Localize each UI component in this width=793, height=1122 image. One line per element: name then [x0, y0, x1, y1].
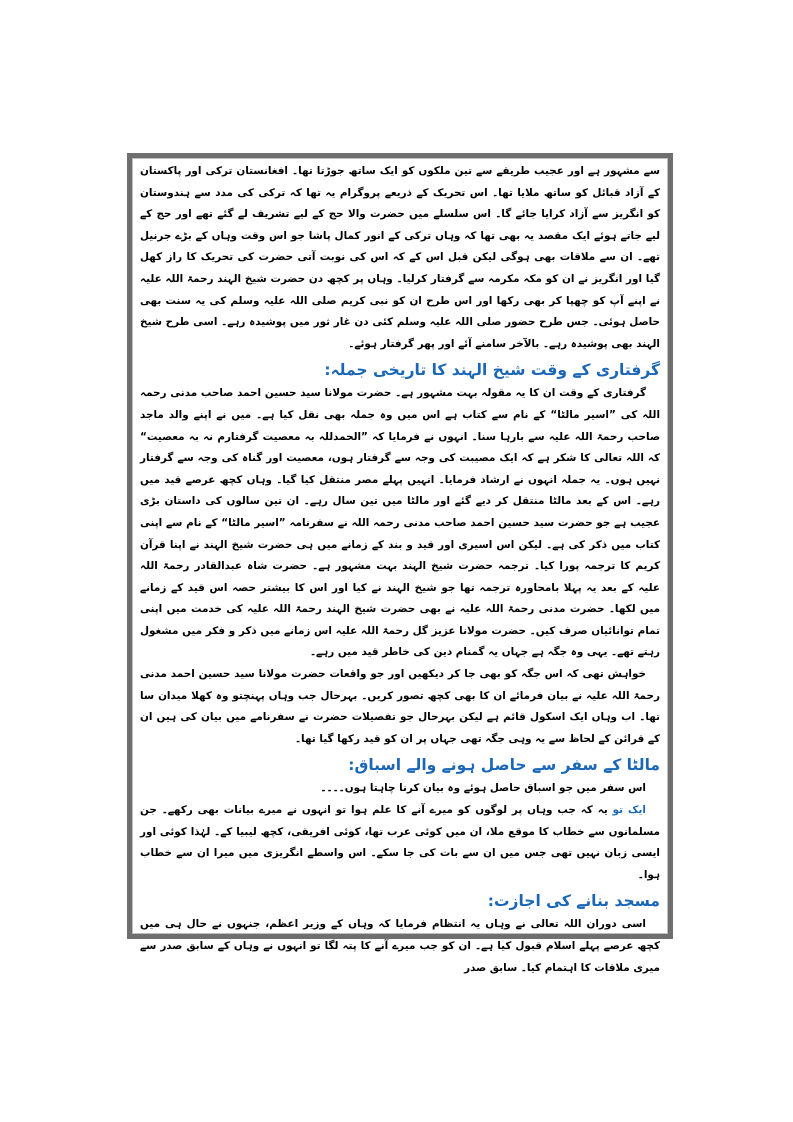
paragraph-lesson-one: ایک تو یہ کہ جب وہاں پر لوگوں کو میرے آنے کا علم ہوا تو انہوں نے میرے بیانات بھی رکھے۔ جن مسلمانوں سے خطاب کا موقع ملا، ان میں کوئی عرب تھا، کوئی افریقی، کچھ لیبیا کے۔ لہٰذا کوئی اور ایسی زبان نہیں تھی جس میں ان سے بات کی جا سکے۔ اس واسطے انگریزی میں میرا ان سے خطاب ہوا۔	[140, 804, 660, 881]
document-body	[140, 161, 660, 974]
heading-arrest-sentence: گرفتاری کے وقت شیخ الہند کا تاریخی جملہ:	[324, 361, 660, 380]
paragraph-wish: خواہش تھی کہ اس جگہ کو بھی جا کر دیکھیں اور جو واقعات حضرت مولانا سید حسین احمد مدنی رحمۃ اللہ علیہ نے بیان فرمائے ان کا بھی کچھ تصور کریں۔ بہرحال جب وہاں پہنچتو وہ کھلا میدان سا تھا۔ اب وہاں ایک اسکول قائم ہے لیکن بہرحال جو تفصیلات حضرت نے سفرنامے میں بیان کی ہیں ان کے قرائن کے لحاظ سے یہ وہی جگہ تھی جہاں پر ان کو قید رکھا گیا تھا۔	[140, 668, 660, 745]
paragraph-lessons-intro: اس سفر میں جو اسباق حاصل ہوئے وہ بیان کرنا چاہتا ہوں۔۔۔۔	[320, 782, 646, 795]
heading-malta-lessons: مالٹا کے سفر سے حاصل ہونے والے اسباق:	[348, 756, 660, 775]
paragraph-arrest: گرفتاری کے وقت ان کا یہ مقولہ بہت مشہور ہے۔ حضرت مولانا سید حسین احمد صاحب مدنی رحمہ اللہ کی ”اسیر مالٹا“ کے نام سے کتاب ہے اس میں وہ جملہ بھی نقل کیا ہے۔ میں نے اپنے والد ماجد صاحب رحمۃ اللہ علیہ سے بارہا سنا۔ انہوں نے فرمایا کہ ”الحمدللہ بہ معصیت گرفتارم نہ بہ معصیت“ کہ اللہ تعالی کا شکر ہے کہ ایک مصیبت کی وجہ سے گرفتار ہوں، معصیت اور گناہ کی وجہ سے گرفتار نہیں ہوں۔ یہ جملہ انہوں نے ارشاد فرمایا۔ انہیں پہلے مصر منتقل کیا گیا۔ وہاں کچھ عرصے قید میں رہے۔ اس کے بعد مالٹا منتقل کر دیے گئے اور مالٹا میں تین سال رہے۔ ان تین سالوں کی داستان بڑی عجیب ہے جو حضرت سید حسین احمد صاحب مدنی رحمہ اللہ نے سفرنامہ ”اسیر مالٹا“ کے نام سے اپنی کتاب میں ذکر کی ہے۔ لیکن اس اسیری اور قید و بند کے زمانے میں ہی حضرت شیخ الہند نے اپنا قرآن کریم کا ترجمہ پورا کیا۔ ترجمہ حضرت شیخ الہند بہت مشہور ہے۔ حضرت شاہ عبدالقادر رحمۃ اللہ علیہ کے بعد یہ پہلا بامحاورہ ترجمہ تھا جو شیخ الہند نے کیا اور اس کا بیشتر حصہ اس قید کے زمانے میں لکھا۔ حضرت مدنی رحمۃ اللہ علیہ نے بھی حضرت شیخ الہند رحمۃ اللہ علیہ کی خدمت میں اپنی تمام توانائیاں صرف کیں۔ حضرت مولانا عزیز گل رحمۃ اللہ علیہ اس زمانے میں ذکر و فکر میں مشغول رہتے تھے۔ یہی وہ جگہ ہے جہاں یہ گمنام دین کی خاطر قید میں رہے۔	[140, 387, 660, 659]
accent-word: ایک تو	[612, 804, 646, 817]
paragraph-mosque: اسی دوران اللہ تعالی نے وہاں یہ انتظام فرمایا کہ وہاں کے وزیر اعظم، جنہوں نے حال ہی میں کچھ عرصے پہلے اسلام قبول کیا ہے۔ ان کو جب میرے آنے کا پتہ لگا تو انہوں نے وہاں کے سابق صدر سے میری ملاقات کا اہتمام کیا۔ سابق صدر	[140, 918, 660, 974]
heading-mosque-permission: مسجد بنانے کی اجازت:	[487, 892, 660, 911]
paragraph-intro: سے مشہور ہے اور عجیب طریقے سے تین ملکوں کو ایک ساتھ جوڑتا تھا۔ افغانستان ترکی اور پاکستان کے آزاد قبائل کو ساتھ ملایا تھا۔ اس تحریک کے ذریعے پروگرام یہ تھا کہ ترکی کی مدد سے ہندوستان کو انگریز سے آزاد کرایا جائے گا۔ اس سلسلے میں حضرت والا حج کے لیے تشریف لے گئے تھے اور حج کے لیے جاتے ہوئے ایک مقصد یہ بھی تھا کہ وہاں ترکی کے انور کمال پاشا جو اس وقت وہاں کے بڑے جرنیل تھے۔ ان سے ملاقات بھی ہوگی لیکن قبل اس کے کہ اس کی نوبت آتی حضرت کی تحریک کا راز کھل گیا اور انگریز نے ان کو مکہ مکرمہ سے گرفتار کرلیا۔ وہاں پر کچھ دن حضرت شیخ الہند رحمۃ اللہ علیہ نے اپنے آپ کو چھپا کر بھی رکھا اور اس طرح ان کو نبی کریم صلی اللہ علیہ وسلم کی یہ سنت بھی حاصل ہوئی۔ جس طرح حضور صلی اللہ علیہ وسلم کئی دن غار ثور میں پوشیدہ رہے۔ اسی طرح شیخ الہند بھی پوشیدہ رہے۔ بالآخر سامنے آئے اور پھر گرفتار ہوئے۔	[140, 165, 660, 350]
page-frame	[127, 153, 673, 974]
